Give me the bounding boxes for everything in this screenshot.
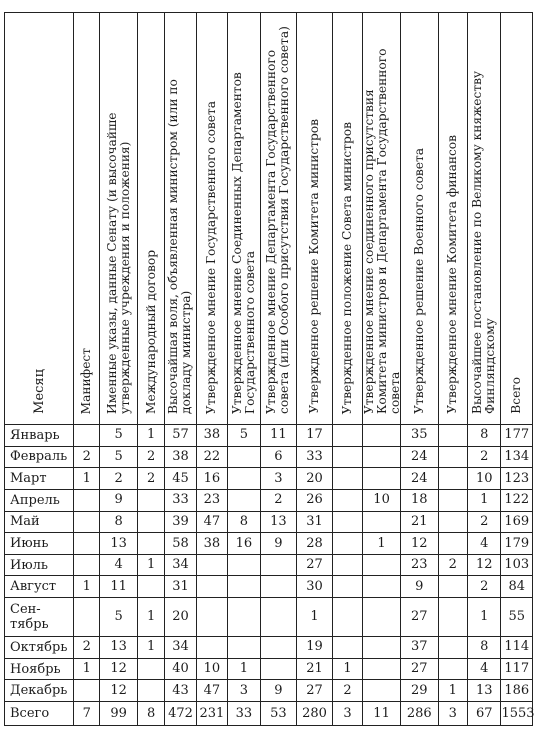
value-cell: 4 [467,658,501,680]
table-row [5,468,533,490]
value-cell: 5 [100,425,138,447]
value-cell: 8 [467,425,501,447]
value-cell: 1 [438,680,467,702]
value-cell [228,554,260,576]
value-cell [332,598,362,637]
column-header-named-decrees: Именные указы, данные Сенату (и высочайше утвержденные учреждения и положения) [100,13,138,425]
value-cell: 24 [400,468,438,490]
value-cell: 22 [196,446,227,468]
value-cell: 1553 [501,702,533,726]
value-cell [363,637,401,659]
month-cell: Август [5,576,74,598]
value-cell [438,637,467,659]
value-cell [363,554,401,576]
value-cell: 10 [196,658,227,680]
value-cell [228,637,260,659]
value-cell: 21 [297,658,333,680]
legislation-table [4,12,533,726]
value-cell: 1 [138,598,165,637]
value-cell: 3 [260,468,297,490]
value-cell [260,554,297,576]
value-cell: 17 [297,425,333,447]
value-cell: 1 [467,489,501,511]
value-cell: 10 [363,489,401,511]
value-cell: 27 [297,680,333,702]
value-cell: 2 [438,554,467,576]
value-cell: 8 [138,702,165,726]
value-cell: 1 [467,598,501,637]
value-cell [228,489,260,511]
value-cell [363,576,401,598]
value-cell [74,554,100,576]
value-cell: 27 [400,598,438,637]
value-cell [228,576,260,598]
value-cell [332,637,362,659]
value-cell [74,511,100,533]
value-cell: 2 [467,446,501,468]
value-cell: 2 [260,489,297,511]
value-cell: 1 [138,554,165,576]
month-cell: Январь [5,425,74,447]
value-cell: 21 [400,511,438,533]
value-cell: 35 [400,425,438,447]
value-cell: 29 [400,680,438,702]
table-row [5,446,533,468]
value-cell: 114 [501,637,533,659]
value-cell: 9 [260,533,297,555]
table-row [5,576,533,598]
value-cell: 103 [501,554,533,576]
value-cell [260,658,297,680]
month-cell: Сен- тябрь [5,598,74,637]
value-cell [438,598,467,637]
table-row [5,554,533,576]
value-cell: 33 [165,489,196,511]
value-cell: 2 [74,446,100,468]
value-cell: 169 [501,511,533,533]
value-cell [228,446,260,468]
value-cell [196,598,227,637]
value-cell: 5 [228,425,260,447]
value-cell: 1 [74,576,100,598]
value-cell: 134 [501,446,533,468]
column-header-manifest: Манифест [74,13,100,425]
value-cell [363,680,401,702]
value-cell: 1 [332,658,362,680]
value-cell: 472 [165,702,196,726]
value-cell: 57 [165,425,196,447]
value-cell [228,598,260,637]
value-cell: 47 [196,680,227,702]
value-cell [332,489,362,511]
value-cell: 27 [297,554,333,576]
column-header-finance-committee: Утвержденное мнение Комитета финансов [438,13,467,425]
value-cell: 20 [165,598,196,637]
table-row [5,489,533,511]
value-cell: 9 [400,576,438,598]
value-cell: 53 [260,702,297,726]
value-cell [138,533,165,555]
value-cell: 231 [196,702,227,726]
value-cell: 179 [501,533,533,555]
month-cell: Март [5,468,74,490]
value-cell: 12 [400,533,438,555]
value-cell [438,576,467,598]
value-cell: 23 [400,554,438,576]
value-cell: 23 [196,489,227,511]
value-cell: 177 [501,425,533,447]
value-cell: 9 [100,489,138,511]
month-cell: Всего [5,702,74,726]
value-cell [363,598,401,637]
column-header-supreme-will: Высочайшая воля, объявленная министром (или по докладу министра) [165,13,196,425]
value-cell [74,489,100,511]
value-cell [363,425,401,447]
value-cell: 8 [467,637,501,659]
value-cell: 2 [332,680,362,702]
header-row [5,13,533,425]
value-cell: 26 [297,489,333,511]
value-cell: 2 [467,511,501,533]
month-cell: Ноябрь [5,658,74,680]
value-cell [332,554,362,576]
value-cell: 5 [100,598,138,637]
value-cell [438,468,467,490]
value-cell: 58 [165,533,196,555]
value-cell: 43 [165,680,196,702]
table-row [5,680,533,702]
value-cell [196,554,227,576]
value-cell: 40 [165,658,196,680]
month-cell: Июль [5,554,74,576]
value-cell: 99 [100,702,138,726]
value-cell [332,533,362,555]
value-cell: 3 [438,702,467,726]
value-cell: 1 [228,658,260,680]
value-cell [228,468,260,490]
column-header-month: Месяц [5,13,74,425]
table-row [5,598,533,637]
value-cell: 31 [297,511,333,533]
value-cell: 18 [400,489,438,511]
value-cell: 13 [100,637,138,659]
value-cell [438,425,467,447]
value-cell [438,489,467,511]
value-cell [138,576,165,598]
value-cell: 1 [297,598,333,637]
table-total-row [5,702,533,726]
value-cell: 117 [501,658,533,680]
table-row [5,658,533,680]
value-cell: 2 [100,468,138,490]
value-cell [332,425,362,447]
value-cell: 186 [501,680,533,702]
value-cell: 8 [228,511,260,533]
value-cell [438,446,467,468]
value-cell: 7 [74,702,100,726]
value-cell [138,511,165,533]
value-cell: 4 [467,533,501,555]
value-cell: 33 [228,702,260,726]
value-cell: 1 [363,533,401,555]
value-cell [363,446,401,468]
value-cell [196,576,227,598]
month-cell: Май [5,511,74,533]
column-header-joint-presence: Утвержденное мнение соединенного присутствия Комитета министров и Департамента Государственного совета [363,13,401,425]
value-cell: 19 [297,637,333,659]
value-cell: 12 [100,658,138,680]
value-cell: 122 [501,489,533,511]
value-cell: 27 [400,658,438,680]
month-cell: Декабрь [5,680,74,702]
value-cell: 286 [400,702,438,726]
table-row [5,533,533,555]
column-header-total: Всего [501,13,533,425]
value-cell: 2 [138,468,165,490]
table-row [5,511,533,533]
value-cell: 55 [501,598,533,637]
value-cell: 12 [100,680,138,702]
value-cell [138,680,165,702]
column-header-council-department: Утвержденное мнение Департамента Государственного совета (или Особого присутствия Государственного совета) [260,13,297,425]
value-cell [332,446,362,468]
table-row [5,637,533,659]
table-row [5,425,533,447]
value-cell [363,468,401,490]
value-cell: 9 [260,680,297,702]
value-cell: 10 [467,468,501,490]
value-cell: 38 [165,446,196,468]
value-cell: 1 [74,658,100,680]
value-cell: 37 [400,637,438,659]
value-cell: 13 [100,533,138,555]
month-cell: Апрель [5,489,74,511]
value-cell: 2 [467,576,501,598]
value-cell: 1 [138,637,165,659]
column-header-state-council: Утвержденное мнение Государственного совета [196,13,227,425]
value-cell: 8 [100,511,138,533]
value-cell: 13 [260,511,297,533]
value-cell [196,637,227,659]
column-header-international-treaty: Международный договор [138,13,165,425]
value-cell [438,533,467,555]
value-cell: 47 [196,511,227,533]
value-cell [74,680,100,702]
column-header-finland: Высочайшее постановление по Великому княжеству Финляндскому [467,13,501,425]
value-cell: 67 [467,702,501,726]
value-cell: 34 [165,554,196,576]
value-cell [363,511,401,533]
value-cell: 3 [332,702,362,726]
column-header-military-council: Утвержденное решение Военного совета [400,13,438,425]
value-cell: 3 [228,680,260,702]
column-header-council-of-ministers: Утвержденное положение Совета министров [332,13,362,425]
value-cell: 30 [297,576,333,598]
value-cell: 1 [138,425,165,447]
value-cell: 13 [467,680,501,702]
value-cell: 84 [501,576,533,598]
value-cell [74,425,100,447]
value-cell [332,511,362,533]
value-cell: 12 [467,554,501,576]
value-cell: 5 [100,446,138,468]
value-cell [363,658,401,680]
value-cell: 123 [501,468,533,490]
value-cell [260,598,297,637]
value-cell [138,489,165,511]
value-cell: 11 [363,702,401,726]
value-cell [438,658,467,680]
value-cell: 1 [74,468,100,490]
value-cell: 2 [74,637,100,659]
value-cell [74,533,100,555]
value-cell: 31 [165,576,196,598]
value-cell: 45 [165,468,196,490]
value-cell: 33 [297,446,333,468]
value-cell: 11 [260,425,297,447]
value-cell: 28 [297,533,333,555]
value-cell: 38 [196,533,227,555]
value-cell: 16 [196,468,227,490]
column-header-united-departments: Утвержденное мнение Соединенных Департаментов Государственного совета [228,13,260,425]
column-header-committee-of-ministers: Утвержденное решение Комитета министров [297,13,333,425]
value-cell: 39 [165,511,196,533]
value-cell: 2 [138,446,165,468]
value-cell [74,598,100,637]
value-cell [138,658,165,680]
table-body [5,425,533,726]
value-cell: 280 [297,702,333,726]
value-cell: 38 [196,425,227,447]
value-cell [332,468,362,490]
value-cell: 20 [297,468,333,490]
month-cell: Октябрь [5,637,74,659]
value-cell: 6 [260,446,297,468]
value-cell: 11 [100,576,138,598]
value-cell [438,511,467,533]
value-cell: 34 [165,637,196,659]
value-cell [260,576,297,598]
value-cell [260,637,297,659]
value-cell: 24 [400,446,438,468]
value-cell [332,576,362,598]
value-cell: 16 [228,533,260,555]
month-cell: Июнь [5,533,74,555]
value-cell: 4 [100,554,138,576]
month-cell: Февраль [5,446,74,468]
